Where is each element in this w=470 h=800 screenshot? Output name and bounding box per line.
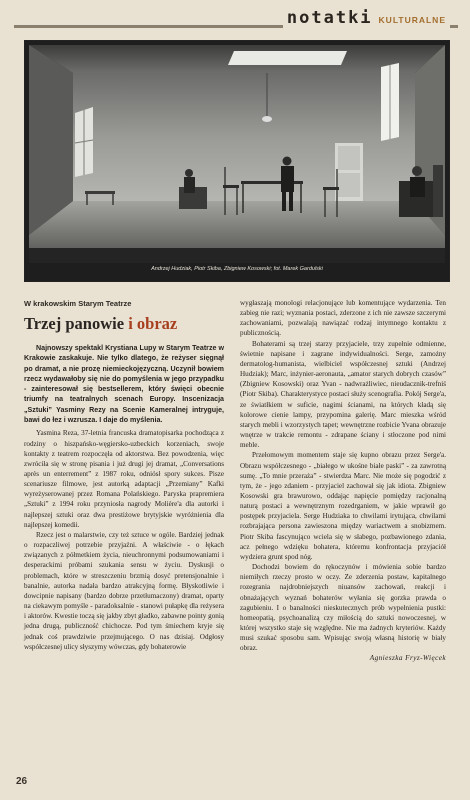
photo-caption: Andrzej Hudziak, Piotr Skiba, Zbigniew Kosowski; fot. Marek Gardulski xyxy=(151,266,323,272)
article-headline xyxy=(24,314,177,334)
section-subtitle: KULTURALNE xyxy=(378,15,446,25)
article-paragraph: Dochodzi bowiem do rękoczynów i mówienia sobie bardzo niemiłych rzeczy prosto w oczy. Ze zderzenia postaw, kapitalnego rozegrania najdrobniejszych niuansów zachowań, reakcji i obnażających wyznań bohaterów wyłania się gorzka prawda o zagubieniu. I o banalności nieskutecznych prób wypełnienia pustki: homeopatią, psychoanalizą czy miłością do sztuki nowoczesnej, w której wszystko staje się względne. Nie ma żadnych kryteriów. Każdy musi szukać sposobu sam. Wpisując swoją własną historię w biały obraz. xyxy=(240,563,446,653)
stage-photo-image xyxy=(29,45,445,263)
section-label xyxy=(283,8,450,30)
page-number: 26 xyxy=(16,776,28,787)
headline-part-1: Trzej panowie xyxy=(24,314,125,333)
headline-part-2: i obraz xyxy=(128,314,178,333)
stage-photo xyxy=(24,40,450,282)
article-paragraph: Bohaterami są trzej starzy przyjaciele, trzy zupełnie odmienne, świetnie napisane i zagrane indywidualności. Serge, zamożny dermatolog-humanista, wielbiciel współczesnej sztuki (Andrzej Hudziak); Marc, inżynier-aeronauta, „amator starych dobrych czasów” (Zbigniew Kosowski) oraz Yvan - nadwrażliwiec, nieudacznik-trefniś (Piotr Skiba). Charakterystyce postaci służy scenografia. Pokój Serge'a, ze światłkiem w suficie, nagimi ścianami, na których kładą się kolorowe cienie lampy, przypomina galerię. Marc mieszka wśród starych mebli i wzorzystych tapet; wewnętrzne rozbicie Yvana obrazuje wnętrze w trakcie remontu - zdrapane ściany i stłoczone pod nimi meble. xyxy=(240,339,446,450)
article-column-left xyxy=(24,343,224,652)
article-author: Agnieszka Fryz-Więcek xyxy=(369,653,446,663)
article-kicker: W krakowskim Starym Teatrze xyxy=(24,299,132,308)
article-lead: Najnowszy spektakl Krystiana Lupy w Starym Teatrze w Krakowie zaskakuje. Nie tylko dlatego, że reżyser sięgnął po dramat, a nie prozę niemieckojęzyczną. Uczynił bowiem rzecz wydawałoby się nie do pomyślenia w jego przypadku - zainteresował się bestsellerem, który święci obecnie triumfy na teatralnych scenach Europy. Inscenizacja „Sztuki” Yasminy Rezy na Scenie Kameralnej intryguje, bawi do łez i wzrusza. I daje do myślenia. xyxy=(24,344,224,425)
section-header xyxy=(14,8,458,32)
article-column-right xyxy=(240,298,446,664)
section-title: notatki xyxy=(286,8,373,28)
article-paragraph: Przełomowym momentem staje się kupno obrazu przez Serge'a. Obrazu współczesnego - „białego w ukośne białe paski” - za zawrotną sumę. „To mnie przeraża” - stwierdza Marc. Nie może się pogodzić z tym, że - jego zdaniem - przyjaciel zachował się jak idiota. Zbigniew Kosowski gra brawurowo, oddając napięcie pomiędzy racjonalną naturą postaci a wewnętrznym rozedrganiem, w jakie wprawił go postępek przyjaciela. Serge Hudziaka to chwilami irytująca, chwilami rozbrajająca persona zawieszona między wariactwem a snobizmem. Piotr Skiba fascynująco wciela się w słabego, pozbawionego zdania, acz pełnego wdzięku bohatera, któremu konfrontacja przyjaciół wydziera grunt spod nóg. xyxy=(240,451,446,561)
article-paragraph: Yasmina Reza, 37-letnia francuska dramatopisarka pochodząca z rodziny o hiszpańsko-węgiersko-uzbeckich korzeniach, swoje kontakty z teatrem rozpoczęła od aktorstwa. Bez powodzenia, więc zwróciła się w stronę pisania i już drugi jej dramat, „Conversations après un enterrement” z 1987 roku, odniósł spory sukces. Pisze scenariusze filmowe, jest autorką adaptacji „Przemiany” Kafki wyreżyserowanej przez Romana Polańskiego. Paryska prapremiera „Sztuki” z 1994 roku przyniosła nagrody Molière'a dla autorki i najlepszej sztuki oraz dwa prestiżowe brytyjskie wyróżnienia dla najlepszej komedii. xyxy=(24,429,224,529)
article-paragraph: Rzecz jest o malarstwie, czy też sztuce w ogóle. Bardziej jednak o rozpaczliwej potrzebie przyjaźni. A właściwie - o łękach związanych z półmetkiem życia, nieuchronnymi podsumowaniami i desperackimi próbami szukania sensu w życiu. Dyskusji o problemach, które w streszczeniu brzmią dosyć pretensjonalnie i banalnie, autorka nadała bardzo atrakcyjną formę. Błyskotliwie i dowcipnie napisany (bardzo dobrze przetłumaczony) dramat, oparty na ciekawym pomyśle - paradoksalnie - stanowi pułapkę dla reżysera i aktorów. Kwestie toczą się jakby zbyt gładko, zabawne pointy gonią jedna drugą, publiczność chichocze. Pod tym śmiechem kryje się jednak coś prawdziwie przejmującego. O nas dzisiaj. Odgłosy współczesnej ulicy słyszymy wówczas, gdy bohaterowie xyxy=(24,530,224,651)
article-paragraph: wygłaszają monologi relacjonujące lub komentujące wydarzenia. Ten zabieg nie razi; wyznania postaci, zderzone z ich nie zawsze szczerymi zachowaniami, pozwalają nawiązać rodzaj intymnego kontaktu z publicznością. xyxy=(240,299,446,338)
